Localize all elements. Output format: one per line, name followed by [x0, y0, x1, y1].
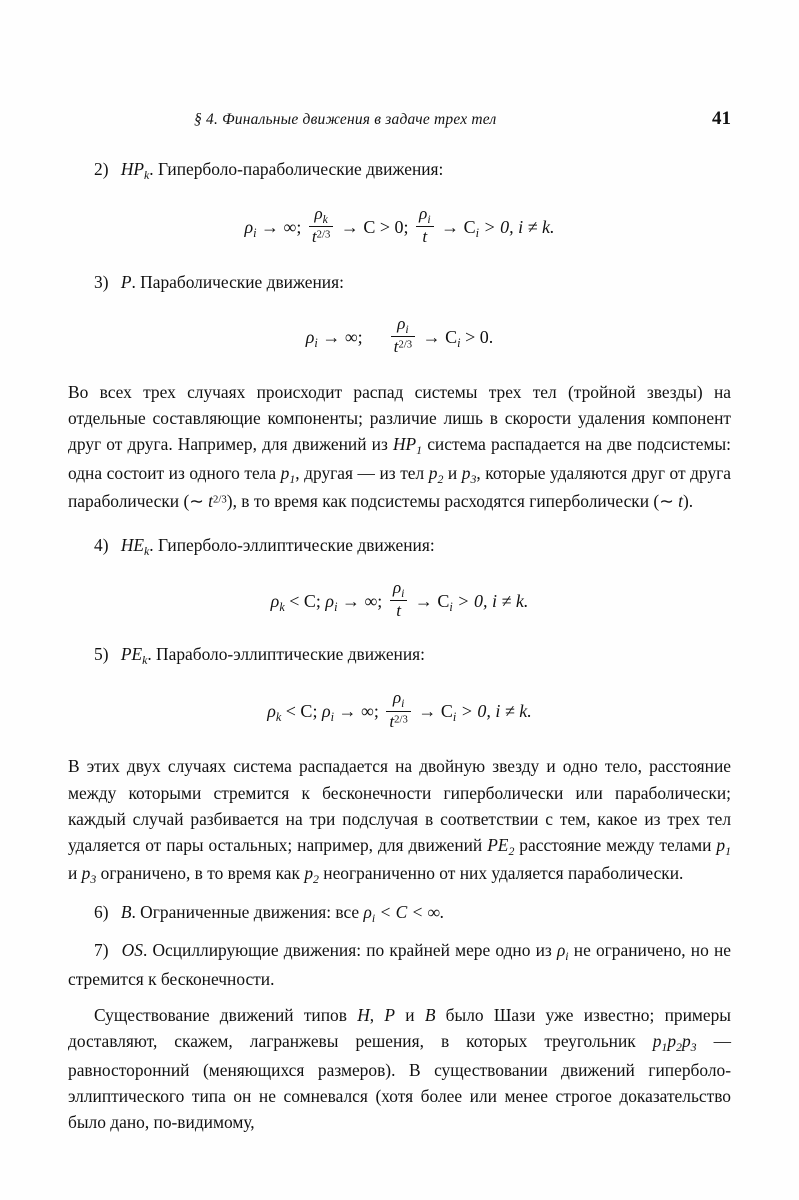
formula-1 [68, 205, 731, 247]
paragraph-2-pe: PE [487, 834, 509, 855]
item-7-text-2: не ограничено, но не стремится к бесконечности. [68, 940, 731, 989]
paragraph-1-part-e: , которые удаляются друг от друга параболически (∼ [68, 462, 731, 512]
formula-3-num: ρ [392, 577, 402, 597]
paragraph-1-p2: p [428, 462, 438, 483]
paragraph-3-p1-sub: 1 [661, 1039, 668, 1054]
paragraph-1-part-d: и [443, 462, 462, 483]
paragraph-1-p1: p [280, 462, 290, 483]
paragraph-3-part-b: , [369, 1004, 385, 1025]
item-6-rho-sub: i [371, 910, 376, 925]
paragraph-1-t-exp: 2/3 [213, 493, 227, 506]
formula-4-den-exp: 2/3 [394, 713, 408, 726]
formula-1-c-sub: i [475, 225, 480, 240]
formula-4-tail: > 0, i ≠ k. [456, 701, 532, 722]
paragraph-3 [68, 1002, 731, 1135]
formula-2-c-sub: i [457, 335, 461, 350]
paragraph-3-p3: p [681, 1031, 691, 1051]
paragraph-1 [68, 379, 731, 514]
formula-3-num-sub: i [401, 586, 405, 600]
item-2-subscript: k [144, 167, 150, 182]
formula-1-num: ρ [314, 203, 323, 223]
paragraph-1-t2: t [678, 491, 683, 512]
paragraph-2-pe-sub: 2 [508, 843, 515, 858]
formula-1-fraction-1 [309, 205, 334, 247]
item-6-symbol: B [120, 901, 132, 922]
paragraph-1-part-f: ), в то время как подсистемы расходятся гиперболически (∼ [226, 491, 679, 512]
paragraph-3-h: H [357, 1004, 370, 1025]
running-head: § 4. Финальные движения в задаче трех тел [194, 111, 497, 128]
item-2-label: 2) [94, 159, 109, 179]
formula-2-fraction [391, 315, 416, 357]
item-4-label: 4) [94, 535, 109, 556]
item-7-text: . Осциллирующие движения: по крайней мере одно из [142, 940, 557, 961]
paragraph-3-p2-sub: 2 [676, 1039, 682, 1054]
item-7-rho-sub: i [565, 949, 569, 964]
formula-3-arrow-1: → ∞; [337, 590, 387, 611]
list-item-5 [68, 641, 731, 670]
paragraph-1-part-b: система распадается на две подсистемы: одна состоит из одного тела [68, 434, 732, 483]
paragraph-1-p2-sub: 2 [437, 471, 444, 486]
formula-1-num2: ρ [419, 203, 428, 223]
formula-3-c-sub: i [449, 599, 453, 614]
formula-1-arrow-1: → ∞; [256, 216, 306, 237]
formula-1-tail: > 0, i ≠ k. [479, 216, 555, 237]
paragraph-3-p1: p [652, 1031, 662, 1051]
paragraph-3-p2: p [667, 1031, 677, 1051]
formula-1-arrow-2: → C > 0; [340, 216, 414, 237]
list-item-4 [68, 532, 731, 561]
paragraph-2-part-b: расстояние между телами [514, 834, 717, 855]
paragraph-3-b: B [424, 1004, 436, 1025]
formula-2-num: ρ [397, 313, 406, 333]
page-number: 41 [712, 108, 731, 129]
formula-4-den: t [389, 711, 395, 731]
paragraph-1-hp: HP [392, 434, 417, 455]
paragraph-2-p1: p [716, 834, 726, 855]
formula-1-den: t [311, 226, 317, 246]
item-5-label: 5) [94, 643, 109, 664]
formula-3 [68, 579, 731, 621]
item-2-text: . Гиперболо-параболические движения: [149, 159, 444, 179]
formula-1-den2: t [422, 226, 428, 246]
paragraph-3-part-d: было Шази уже известно; примеры доставляют, скажем, лагранжевы решения, в которых треугольник [68, 1004, 731, 1051]
list-item-3 [68, 269, 731, 295]
formula-4-arrow-1: → ∞; [334, 701, 384, 722]
paragraph-1-part-c: , другая — из тел [295, 462, 429, 483]
item-3-symbol: P [120, 271, 132, 292]
paragraph-1-t: t [208, 491, 214, 512]
formula-4-lead: < C; [281, 701, 322, 722]
item-5-text: . Параболо-эллиптические движения: [147, 643, 426, 664]
paragraph-1-p3: p [461, 462, 471, 483]
page-content [68, 108, 731, 1135]
item-3-text: . Параболические движения: [131, 271, 344, 292]
formula-2-arrow-2: → C [422, 326, 458, 347]
paragraph-2-p3-sub: 3 [90, 872, 97, 887]
formula-4-rho-k: ρ [267, 701, 276, 722]
formula-2-rho: ρ [305, 326, 315, 347]
formula-4-num-sub: i [401, 697, 405, 711]
formula-4-c-sub: i [452, 710, 457, 725]
paragraph-2-part-d: ограничено, в то время как [96, 863, 305, 884]
formula-2-arrow-1: → ∞; [317, 326, 363, 347]
item-4-text: . Гиперболо-эллиптические движения: [149, 535, 435, 556]
paragraph-2-p2: p [304, 863, 314, 884]
item-6-tail: < C < ∞. [375, 901, 445, 922]
formula-1-den-exp: 2/3 [316, 228, 331, 241]
formula-4-arrow-2: → C [418, 701, 453, 722]
paragraph-3-p3-sub: 3 [690, 1039, 697, 1054]
formula-3-rho-k: ρ [270, 590, 280, 611]
item-4-subscript: k [144, 543, 150, 558]
formula-2-den: t [393, 337, 399, 357]
item-6-rho: ρ [363, 901, 372, 922]
paragraph-1-hp-sub: 1 [416, 442, 423, 457]
paragraph-2-part-a: В этих двух случаях система распадается на двойную звезду и одно тело, расстояние между которыми стремится к бесконечности гиперболически или параболически; каждый случай разбивается на три подслучая в соответствии с тем, какое из трех тел удаляется от пары остальных; например, для движений [68, 756, 731, 855]
paragraph-3-p: P [384, 1004, 395, 1025]
formula-2-num-sub: i [405, 322, 409, 336]
formula-4-rho-i: ρ [321, 701, 331, 722]
formula-2-rho-sub: i [314, 335, 318, 350]
paragraph-1-part-a: Во всех трех случаях происходит распад системы трех тел (тройной звезды) на отдельные составляющие компоненты; различие лишь в скорости удаления компонент друг от друга. Например, для движений из [68, 381, 731, 455]
formula-1-num-sub: k [322, 212, 328, 226]
formula-3-tail: > 0, i ≠ k. [452, 590, 529, 611]
formula-2-den-exp: 2/3 [398, 338, 413, 351]
item-5-subscript: k [142, 652, 148, 667]
formula-1-rho: ρ [244, 216, 254, 237]
list-item-7 [68, 937, 731, 992]
paragraph-3-part-a: Существование движений типов [94, 1004, 358, 1025]
item-6-label: 6) [94, 901, 109, 922]
paragraph-3-part-c: и [395, 1004, 425, 1025]
formula-4-fraction [386, 689, 411, 731]
formula-4-num: ρ [392, 688, 402, 708]
paragraph-2-p2-sub: 2 [313, 872, 319, 887]
formula-2 [68, 315, 731, 357]
formula-3-fraction [390, 579, 408, 621]
formula-4-rho-i-sub: i [330, 710, 334, 725]
item-7-symbol: OS [121, 940, 143, 961]
item-7-label: 7) [94, 940, 109, 961]
formula-3-rho-i-sub: i [334, 599, 338, 614]
paragraph-3-part-e: — равносторонний (меняющихся размеров). В существовании движений гиперболо-эллиптического типа он не сомневался (хотя более или менее строгое доказательство было дано, по-видимому, [68, 1031, 731, 1132]
formula-1-num2-sub: i [427, 212, 431, 226]
paragraph-2-part-c: и [68, 863, 82, 884]
formula-3-rho-k-sub: k [279, 599, 285, 614]
formula-4 [68, 689, 731, 731]
item-2-symbol: HP [120, 159, 145, 179]
formula-3-den: t [396, 601, 401, 621]
item-5-symbol: PE [120, 643, 143, 664]
formula-1-rho-sub: i [253, 225, 257, 240]
paragraph-2-part-e: неограниченно от них удаляется параболически. [318, 863, 684, 884]
item-4-symbol: HE [120, 535, 145, 556]
formula-3-arrow-2: → C [414, 590, 450, 611]
page-header [68, 108, 731, 130]
item-3-label: 3) [94, 271, 109, 292]
formula-2-tail: > 0. [460, 326, 494, 347]
formula-3-rho-i: ρ [325, 590, 335, 611]
paragraph-2-p1-sub: 1 [725, 843, 731, 858]
paragraph-1-p1-sub: 1 [289, 471, 296, 486]
formula-1-fraction-2 [416, 205, 434, 247]
list-item-6 [68, 899, 731, 928]
paragraph-1-p3-sub: 3 [470, 471, 477, 486]
paragraph-1-part-g: ). [682, 491, 694, 512]
formula-3-lead: < C; [284, 590, 326, 611]
paragraph-2 [68, 753, 731, 888]
item-7-rho: ρ [556, 940, 566, 961]
list-item-2 [68, 156, 731, 185]
paragraph-2-p3: p [81, 863, 91, 884]
formula-4-rho-k-sub: k [275, 710, 282, 725]
item-6-text: . Ограниченные движения: все [131, 901, 364, 922]
formula-1-arrow-3: → C [441, 216, 476, 237]
